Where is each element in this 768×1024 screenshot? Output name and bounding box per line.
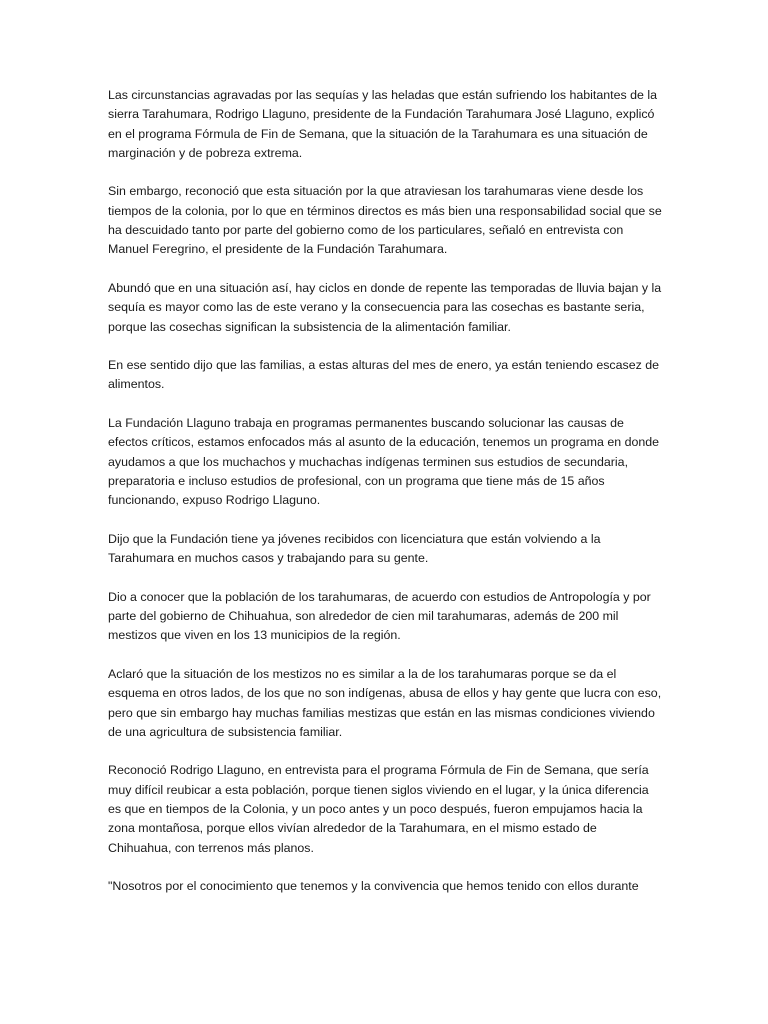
paragraph-4: En ese sentido dijo que las familias, a estas alturas del mes de enero, ya están teniendo escasez de alimentos. — [108, 358, 660, 392]
paragraph-7: Dio a conocer que la población de los tarahumaras, de acuerdo con estudios de Antropología y por parte del gobierno de Chihuahua, son alrededor de cien mil tarahumaras, además de 200 mil mestizos que viven en los 13 municipios de la región. — [108, 589, 651, 643]
paragraph-10: "Nosotros por el conocimiento que tenemos y la convivencia que hemos tenido con ellos durante — [108, 879, 639, 894]
paragraph-2: Sin embargo, reconoció que esta situación por la que atraviesan los tarahumaras viene desde los tiempos de la colonia, por lo que en términos directos es más bien una responsabilidad social que se ha descuidado tanto por parte del gobierno como de los particulares, señaló en entrevista con Manuel Feregrino, el presidente de la Fundación Tarahumara. — [108, 184, 662, 257]
paragraph-3: Abundó que en una situación así, hay ciclos en donde de repente las temporadas de lluvia bajan y la sequía es mayor como las de este verano y la consecuencia para las cosechas es bastante seria, porque las cosechas significan la subsistencia de la alimentación familiar. — [108, 280, 662, 334]
paragraph-5: La Fundación Llaguno trabaja en programas permanentes buscando solucionar las causas de efectos críticos, estamos enfocados más al asunto de la educación, tenemos un programa en donde ayudamos a que los muchachos y muchachas indígenas terminen sus estudios de secundaria, preparatoria e incluso estudios de profesional, con un programa que tiene más de 15 años funcionando, expuso Rodrigo Llaguno. — [108, 416, 660, 508]
paragraph-8: Aclaró que la situación de los mestizos no es similar a la de los tarahumaras porque se da el esquema en otros lados, de los que no son indígenas, abusa de ellos y hay gente que lucra con eso, pero que sin embargo hay muchas familias mestizas que están en las mismas condiciones viviendo de una agricultura de subsistencia familiar. — [108, 666, 662, 739]
article-body — [108, 86, 663, 916]
paragraph-6: Dijo que la Fundación tiene ya jóvenes recibidos con licenciatura que están volviendo a la Tarahumara en muchos casos y trabajando para su gente. — [108, 531, 601, 566]
paragraph-1: Las circunstancias agravadas por las sequías y las heladas que están sufriendo los habitantes de la sierra Tarahumara, Rodrigo Llaguno, presidente de la Fundación Tarahumara José Llaguno, explicó en el programa Fórmula de Fin de Semana, que la situación de la Tarahumara es una situación de marginación y de pobreza extrema. — [108, 88, 657, 160]
paragraph-9: Reconoció Rodrigo Llaguno, en entrevista para el programa Fórmula de Fin de Semana, que sería muy difícil reubicar a esta población, porque tienen siglos viviendo en el lugar, y la única diferencia es que en tiempos de la Colonia, y un poco antes y un poco después, fueron empujamos hacia la zona montañosa, porque ellos vivían alrededor de la Tarahumara, en el mismo estado de Chihuahua, con terrenos más planos. — [108, 763, 649, 855]
